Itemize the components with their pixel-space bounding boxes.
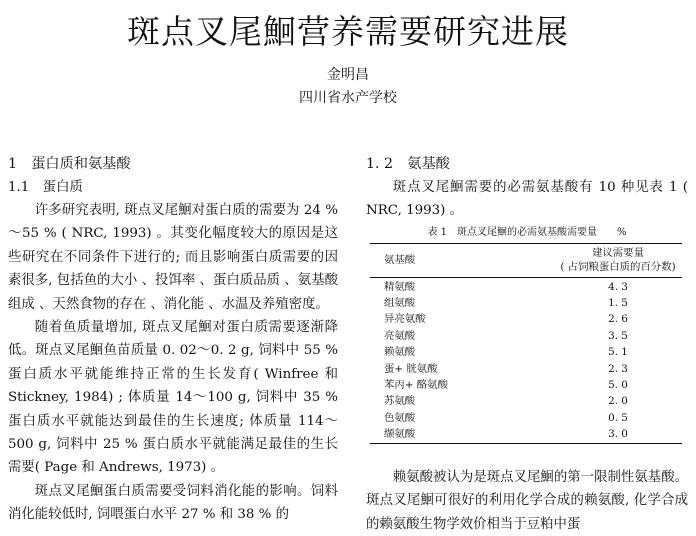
requirement-value: 2. 3	[608, 362, 628, 375]
requirement-value: 3. 5	[608, 329, 628, 342]
table-header-amino-acid: 氨基酸	[370, 243, 554, 277]
amino-acid-name: 精氨酸	[384, 280, 416, 293]
amino-acid-requirement-table	[370, 243, 682, 444]
paper-title: 斑点叉尾鮰营养需要研究进展	[127, 12, 569, 51]
amino-acid-name: 赖氨酸	[384, 346, 416, 359]
amino-acid-name: 亮氨酸	[384, 329, 416, 342]
requirement-value: 5. 1	[608, 346, 628, 359]
table-header-requirement-line2: ( 占饲粮蛋白质的百分数)	[560, 261, 676, 274]
amino-acid-name: 缬氨酸	[384, 428, 416, 441]
requirement-value: 1. 5	[608, 297, 628, 310]
body-paragraph: 赖氨酸被认为是斑点叉尾鮰的第一限制性氨基酸。斑点叉尾鮰可很好的利用化学合成的赖氨酸, 化学合成的赖氨酸生物学效价相当于豆粕中蛋	[366, 469, 688, 532]
body-paragraph: 随着鱼质量增加, 斑点叉尾鮰对蛋白质需要逐渐降低。斑点叉尾鮰鱼苗质量 0. 02～0. 2 g, 饲料中 55 % 蛋白质水平就能维持正常的生长发育( Winfree 和 Stickney, 1984) ; 体质量 14～100 g, 饲料中 35 % 蛋白质水平就能达到最佳的生长速度; 体质量 114～500 g, 饲料中 25 % 蛋白质水平就能满足最佳的生长需要( Page 和 Andrews, 1973) 。	[8, 320, 338, 476]
subsection-heading-protein: 1.1 蛋白质	[8, 180, 83, 195]
amino-acid-name: 异亮氨酸	[384, 313, 426, 326]
table-row	[370, 393, 682, 409]
amino-acid-name: 苯丙+ 酪氨酸	[384, 379, 448, 392]
subsection-heading-amino-acids: 1. 2 氨基酸	[366, 156, 450, 172]
requirement-value: 0. 5	[608, 411, 628, 424]
left-column	[8, 152, 338, 527]
amino-acid-name: 色氨酸	[384, 411, 416, 424]
requirement-value: 4. 3	[608, 280, 628, 293]
table-row	[370, 426, 682, 443]
requirement-value: 5. 0	[608, 379, 628, 392]
table-header-row	[370, 243, 682, 277]
right-column	[366, 152, 688, 536]
body-paragraph: 斑点叉尾鮰蛋白质需要受饲料消化能的影响。饲料消化能较低时, 饲喂蛋白水平 27 % 和 38 % 的	[8, 483, 338, 523]
requirement-value: 2. 6	[608, 313, 628, 326]
author-name: 金明昌	[327, 67, 369, 83]
table-row	[370, 361, 682, 377]
author-affiliation: 四川省水产学校	[299, 90, 397, 106]
section-heading-protein-amino-acids: 1 蛋白质和氨基酸	[8, 156, 131, 172]
body-paragraph: 许多研究表明, 斑点叉尾鮰对蛋白质的需要为 24 %～55 % ( NRC, 1993) 。其变化幅度较大的原因是这些研究在不同条件下进行的; 而且影响蛋白质需要的因素很多, 包括鱼的大小 、投饵率 、蛋白质品质 、氨基酸组成 、天然食物的存在 、消化能 、水温及养殖密度。	[8, 203, 338, 312]
table-caption: 表 1 斑点叉尾鮰的必需氨基酸需要量 %	[427, 226, 627, 238]
table-row	[370, 377, 682, 393]
amino-acid-name: 蛋+ 胱氨酸	[384, 362, 438, 375]
table-row	[370, 328, 682, 344]
table-header-requirement-line1: 建议需要量	[592, 246, 644, 259]
amino-acid-name: 组氨酸	[384, 297, 416, 310]
table-row	[370, 295, 682, 311]
requirement-value: 3. 0	[608, 428, 628, 441]
body-paragraph: 斑点叉尾鮰需要的必需氨基酸有 10 种见表 1 ( NRC, 1993) 。	[366, 180, 688, 219]
amino-acid-name: 苏氨酸	[384, 395, 416, 408]
table-spacing	[366, 444, 688, 466]
table-header-requirement	[554, 243, 682, 277]
table-row	[370, 277, 682, 295]
table-row	[370, 410, 682, 426]
table-row	[370, 344, 682, 360]
table-row	[370, 311, 682, 327]
requirement-value: 2. 0	[608, 395, 628, 408]
